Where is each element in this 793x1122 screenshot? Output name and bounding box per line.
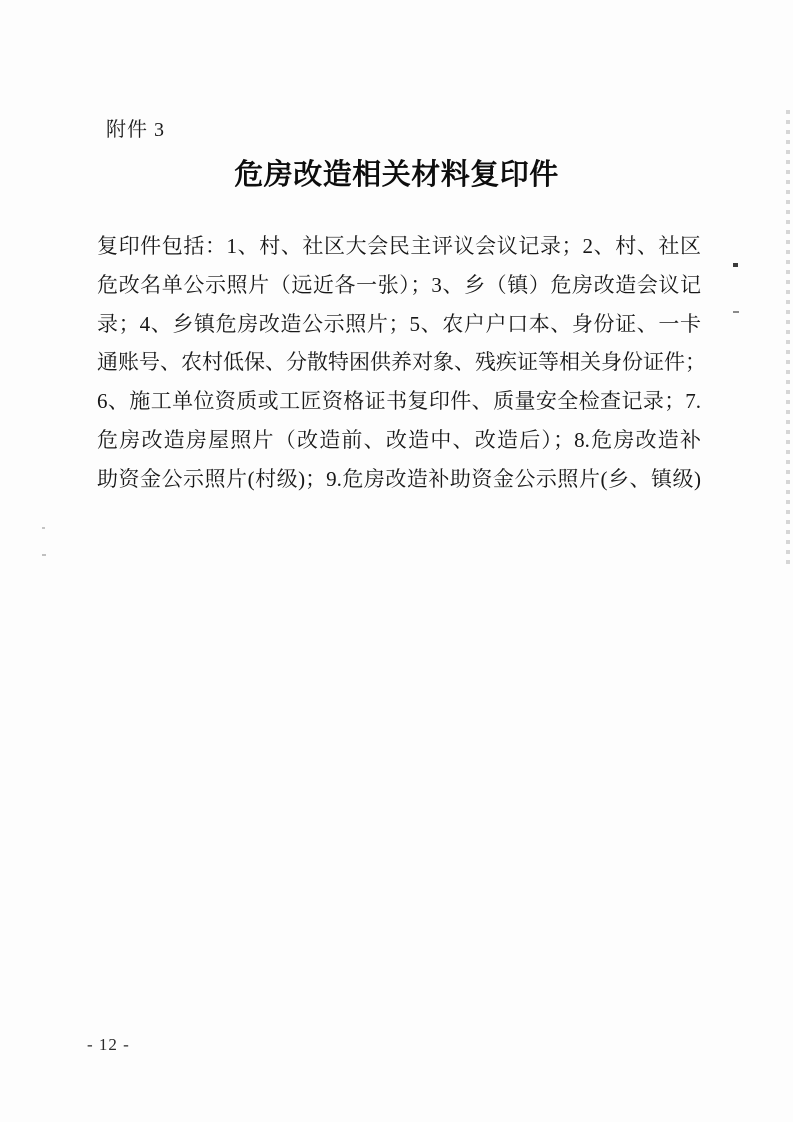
paragraph-line: 6、施工单位资质或工匠资格证书复印件、质量安全检查记录；7. (97, 389, 701, 414)
paragraph-line: 助资金公示照片(村级)；9.危房改造补助资金公示照片(乡、镇级) (97, 466, 701, 491)
paragraph-line: 危房改造房屋照片（改造前、改造中、改造后）；8.危房改造补 (97, 427, 701, 452)
scan-speck (733, 263, 738, 267)
paragraph-line: 通账号、农村低保、分散特困供养对象、残疾证等相关身份证件； (97, 350, 706, 375)
paragraph-line: 危改名单公示照片（远近各一张）；3、乡（镇）危房改造会议记 (97, 272, 701, 297)
paragraph-line: 复印件包括：1、村、社区大会民主评议会议记录；2、村、社区 (97, 234, 701, 258)
scan-speck (42, 554, 46, 556)
attachment-label: 附件 3 (106, 119, 165, 141)
document-title: 危房改造相关材料复印件 (234, 159, 559, 191)
paragraph-line: 录；4、乡镇危房改造公示照片；5、农户户口本、身份证、一卡 (97, 311, 701, 336)
scan-speck (733, 311, 739, 313)
body-paragraph (97, 227, 706, 499)
scan-edge-artifact (786, 110, 790, 565)
page-number: - 12 - (87, 1035, 130, 1054)
scan-speck (42, 527, 45, 529)
